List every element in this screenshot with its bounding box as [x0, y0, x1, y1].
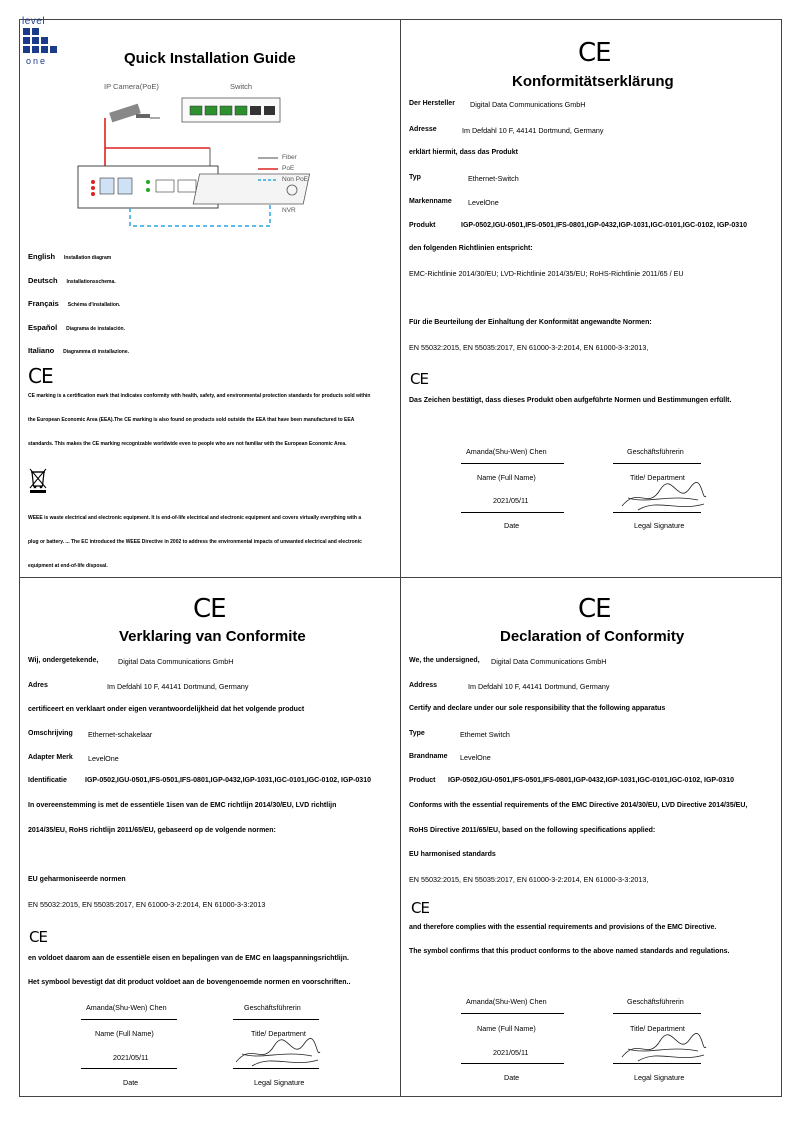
en-address-label: Address: [409, 682, 438, 689]
en-declares: Certify and declare under our sole responsibility that the following apparatus: [409, 705, 666, 712]
lang-row-espanol: Español Diagrama de instalación.: [28, 323, 125, 332]
signature-line: [81, 1068, 177, 1069]
en-signer: Amanda(Shu-Wen) Chen: [466, 997, 547, 1006]
de-declares: erklärt hiermit, dass das Produkt: [409, 149, 518, 156]
nl-name-label: Name (Full Name): [95, 1029, 154, 1038]
ce-mark-icon: CE: [578, 594, 611, 624]
en-product-label: Product: [409, 777, 436, 784]
nl-date: 2021/05/11: [113, 1053, 149, 1062]
de-sig-label: Legal Signature: [634, 521, 685, 530]
nl-brand-label: Adapter Merk: [28, 754, 73, 761]
nl-declares: certificeert en verklaart onder eigen verantwoordelijkheid dat het volgende product: [28, 706, 305, 713]
en-product: IGP-0502,IGU-0501,IFS-0501,IFS-0801,IGP-0432,IGP-1031,IGC-0101,IGC-0102, IGP-0310: [448, 777, 734, 784]
signature-line: [81, 1019, 177, 1020]
nl-norms-intro: EU geharmoniseerde normen: [28, 876, 126, 883]
nl-directives-2: 2014/35/EU, RoHS richtlijn 2011/65/EU, gebaseerd op de volgende normen:: [28, 827, 276, 834]
lang-row-deutsch: Deutsch Installationsschema.: [28, 276, 116, 285]
diagram-graphic: [60, 78, 360, 238]
ce-text-1: CE marking is a certification mark that indicates conformity with health, safety, and environmental protection standards for products sold within: [28, 393, 371, 399]
signature-line: [613, 463, 701, 464]
nl-signer: Amanda(Shu-Wen) Chen: [86, 1003, 167, 1012]
ce-mark-icon: CE: [193, 594, 226, 624]
de-role: Geschäftsführerin: [627, 447, 684, 456]
handwritten-signature-icon: [618, 1027, 708, 1072]
en-brand: LevelOne: [460, 753, 491, 762]
en-directives-2: RoHS Directive 2011/65/EU, based on the following specifications applied:: [409, 827, 656, 834]
signature-line: [461, 463, 564, 464]
installation-diagram: [60, 78, 360, 238]
qig-title: Quick Installation Guide: [124, 50, 296, 67]
en-confirm-2: The symbol confirms that this product conforms to the above named standards and regulations.: [409, 948, 730, 955]
en-brand-label: Brandname: [409, 753, 448, 760]
en-confirm-1: and therefore complies with the essential requirements and provisions of the EMC Directive.: [409, 924, 717, 931]
de-type: Ethernet-Switch: [468, 174, 519, 183]
en-manufacturer-label: We, the undersigned,: [409, 657, 480, 664]
nl-sig-label: Legal Signature: [254, 1078, 305, 1087]
en-manufacturer: Digital Data Communications GmbH: [491, 657, 607, 666]
weee-bin-icon: [28, 466, 48, 499]
de-manufacturer: Digital Data Communications GmbH: [470, 100, 586, 109]
en-type-label: Type: [409, 730, 425, 737]
signature-line: [233, 1019, 319, 1020]
de-product: IGP-0502,IGU-0501,IFS-0501,IFS-0801,IGP-0432,IGP-1031,IGC-0101,IGC-0102, IGP-0310: [461, 222, 747, 229]
nl-role: Geschäftsführerin: [244, 1003, 301, 1012]
de-date-label: Date: [504, 521, 520, 530]
nl-title: Verklaring van Conformite: [119, 628, 306, 645]
lang-row-english: English Installation diagram: [28, 252, 112, 261]
ce-small-icon: CE: [411, 899, 429, 917]
logo-grid-icon: [23, 28, 57, 58]
en-directives-1: Conforms with the essential requirements of the EMC Directive 2014/30/EU, LVD Directive 2014/35/EU,: [409, 802, 748, 809]
nl-address: Im Defdahl 10 F, 44141 Dortmund, Germany: [107, 682, 249, 691]
nl-directives-1: In overeenstemming is met de essentiële 1isen van de EMC richtlijn 2014/30/EU, LVD richtlijn: [28, 802, 337, 809]
signature-line: [613, 512, 701, 513]
legend-nonpoe: Non PoE: [282, 176, 309, 183]
signature-line: [461, 1013, 564, 1014]
levelone-logo: level one: [22, 18, 58, 66]
nvr-label: NVR: [282, 207, 296, 214]
de-title-label: Title/ Department: [630, 473, 685, 482]
de-brand-label: Markenname: [409, 198, 452, 205]
nl-brand: LevelOne: [88, 754, 119, 763]
de-directives-intro: den folgenden Richtlinien entspricht:: [409, 245, 533, 252]
lang-row-francais: Français Schéma d'installation.: [28, 299, 121, 308]
vertical-divider: [400, 19, 401, 1097]
camera-label: IP Camera(PoE): [104, 82, 159, 91]
ce-mark-icon: CE: [578, 38, 611, 68]
nl-type: Ethernet-schakelaar: [88, 730, 153, 739]
de-directives: EMC-Richtlinie 2014/30/EU; LVD-Richtlinie 2014/35/EU; RoHS-Richtlinie 2011/65 / EU: [409, 269, 684, 278]
signature-line: [613, 1013, 701, 1014]
nl-confirm-1: en voldoet daarom aan de essentiële eisen en bepalingen van de EMC en laagspanningsrichtlijn.: [28, 955, 349, 962]
signature-line: [233, 1068, 319, 1069]
nl-product: IGP-0502,IGU-0501,IFS-0501,IFS-0801,IGP-0432,IGP-1031,IGC-0101,IGC-0102, IGP-0310: [85, 777, 371, 784]
en-norms: EN 55032:2015, EN 55035:2017, EN 61000-3-2:2014, EN 61000-3-3:2013,: [409, 875, 649, 884]
de-brand: LevelOne: [468, 198, 499, 207]
signature-line: [613, 1063, 701, 1064]
en-title: Declaration of Conformity: [500, 628, 685, 645]
en-norms-intro: EU harmonised standards: [409, 851, 496, 858]
switch-label: Switch: [230, 82, 253, 91]
nl-confirm-2: Het symbool bevestigt dat dit product voldoet aan de bovengenoemde normen en voorschriften..: [28, 979, 351, 986]
de-norms: EN 55032:2015, EN 55035:2017, EN 61000-3-2:2014, EN 61000-3-3:2013,: [409, 343, 649, 352]
de-title: Konformitätserklärung: [512, 73, 674, 90]
en-date-label: Date: [504, 1073, 520, 1082]
de-signer: Amanda(Shu-Wen) Chen: [466, 447, 547, 456]
nl-manufacturer: Digital Data Communications GmbH: [118, 657, 234, 666]
en-title-label: Title/ Department: [630, 1024, 685, 1033]
horizontal-divider: [19, 577, 782, 578]
en-sig-label: Legal Signature: [634, 1073, 685, 1082]
en-address: Im Defdahl 10 F, 44141 Dortmund, Germany: [468, 682, 610, 691]
signature-line: [461, 512, 564, 513]
ce-small-icon: CE: [410, 370, 428, 388]
legend-fiber: Fiber: [282, 154, 297, 161]
nl-manufacturer-label: Wij, ondergetekende,: [28, 657, 99, 664]
nl-type-label: Omschrijving: [28, 730, 73, 737]
signature-line: [461, 1063, 564, 1064]
legend-poe: PoE: [282, 165, 295, 172]
handwritten-signature-icon: [618, 476, 708, 521]
nl-title-label: Title/ Department: [251, 1029, 306, 1038]
de-manufacturer-label: Der Hersteller: [409, 100, 455, 107]
ce-mark-icon: CE: [28, 364, 53, 388]
de-address-label: Adresse: [409, 126, 437, 133]
en-type: Ethemet Switch: [460, 730, 510, 739]
de-address: Im Defdahl 10 F, 44141 Dortmund, Germany: [462, 126, 604, 135]
de-name-label: Name (Full Name): [477, 473, 536, 482]
weee-text-3: equipment at end-of-life disposal.: [28, 563, 108, 569]
de-norms-intro: Für die Beurteilung der Einhaltung der Konformität angewandte Normen:: [409, 319, 652, 326]
en-role: Geschäftsführerin: [627, 997, 684, 1006]
nl-address-label: Adres: [28, 682, 48, 689]
ce-small-icon: CE: [29, 928, 47, 946]
lang-row-italiano: Italiano Diagramma di installazione.: [28, 346, 130, 355]
handwritten-signature-icon: [232, 1032, 322, 1077]
weee-text-1: WEEE is waste electrical and electronic equipment. It is end-of-life electrical and electronic equipment and covers virtually everything with a: [28, 515, 362, 521]
en-date: 2021/05/11: [493, 1048, 529, 1057]
ce-text-2: the European Economic Area (EEA).The CE marking is also found on products sold outside the EEA that have been manufactured to EEA: [28, 417, 355, 423]
weee-text-2: plug or battery. ... The EC introduced the WEEE Directive in 2002 to address the environmental impacts of unwanted electrical and electronic: [28, 539, 362, 545]
ip-camera-icon: [109, 104, 160, 123]
nl-product-label: Identificatie: [28, 777, 67, 784]
de-confirm: Das Zeichen bestätigt, dass dieses Produkt oben aufgeführte Normen und Bestimmungen erfüllt.: [409, 397, 732, 404]
de-date: 2021/05/11: [493, 496, 529, 505]
de-type-label: Typ: [409, 174, 421, 181]
de-product-label: Produkt: [409, 222, 436, 229]
ce-text-3: standards. This makes the CE marking recognizable worldwide even to people who are not familiar with the European Economic Area.: [28, 441, 347, 447]
nl-norms: EN 55032:2015, EN 55035:2017, EN 61000-3-2:2014, EN 61000-3-3:2013: [28, 900, 266, 909]
nl-date-label: Date: [123, 1078, 139, 1087]
en-name-label: Name (Full Name): [477, 1024, 536, 1033]
